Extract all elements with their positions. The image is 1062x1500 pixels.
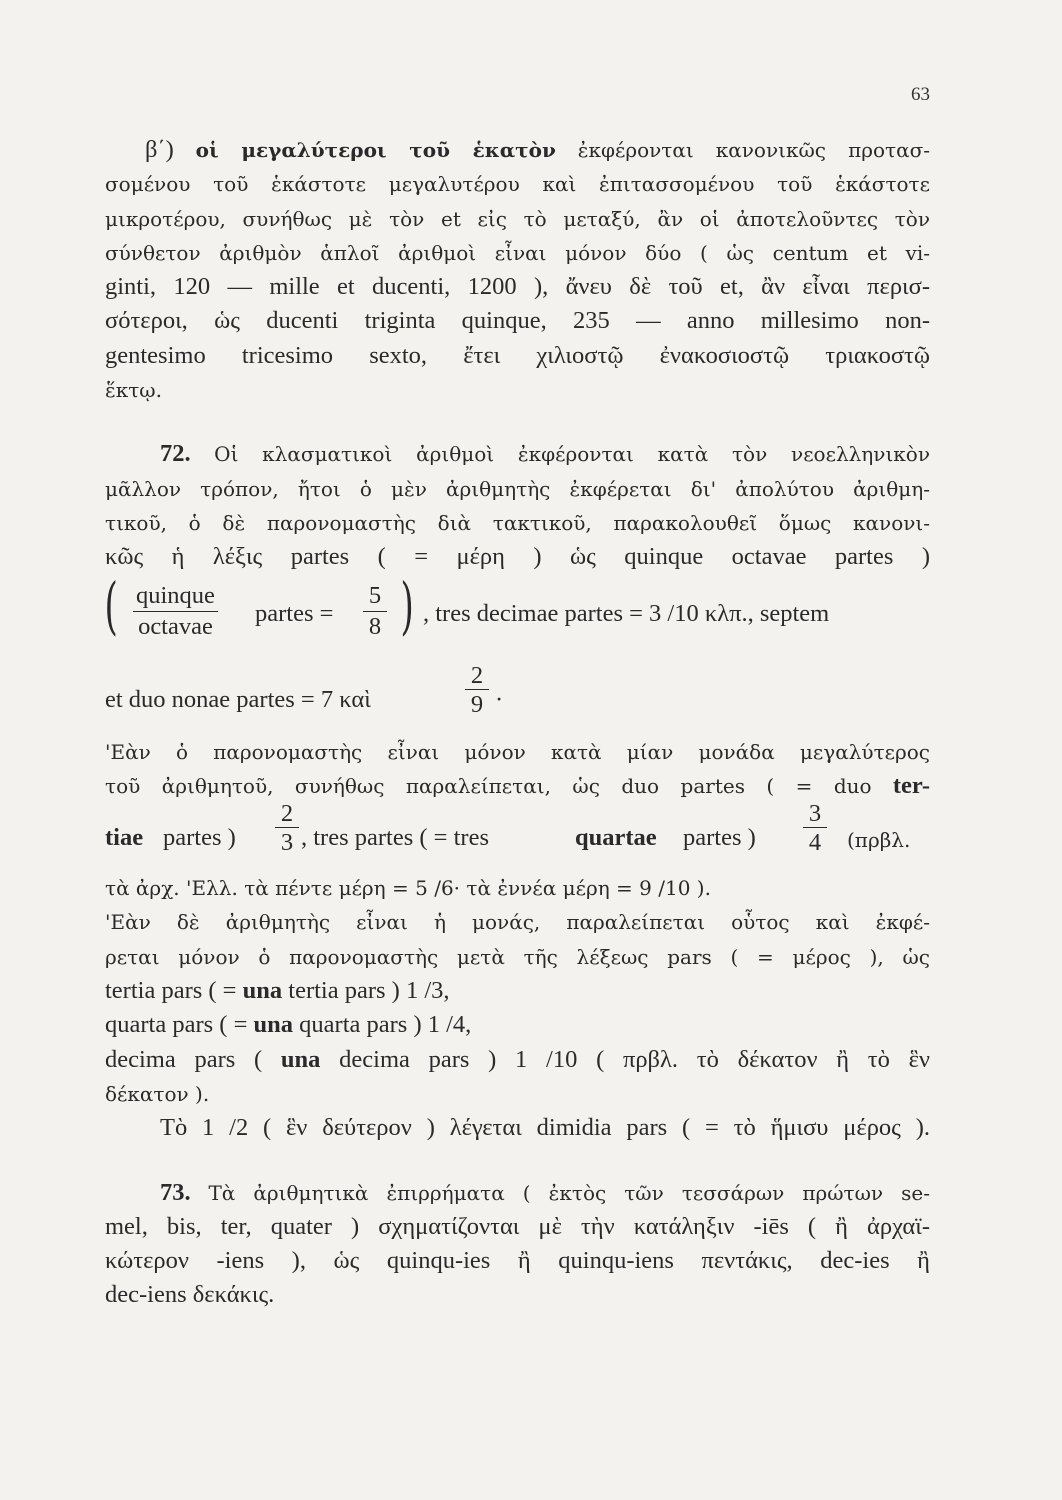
text-line: τὰ ἀρχ. 'Ελλ. τὰ πέντε μέρη = 5 /6· τὰ ἐννέα μέρη = 9 /10 ). xyxy=(105,876,711,901)
formula-quinque-octavae: ( quinque octavae partes = $\frac{5}{8}$ ) , tres decimae partes = 3 /10 κλπ., septem xyxy=(104,568,830,642)
section-label: β΄) xyxy=(145,136,174,163)
text-line: μικροτέρου, συνήθως μὲ τὸν et εἰς τὸ μεταξύ, ἂν οἱ ἀποτελοῦντες τὸν xyxy=(105,206,930,231)
paragraph-72 xyxy=(105,437,930,574)
paragraph-ean-1 xyxy=(105,735,930,804)
section-number: 72. xyxy=(160,440,191,468)
text-line: 73. Τὰ ἀριθμητικὰ ἐπιρρήματα ( ἐκτὸς τῶν τεσσάρων πρώτων se- xyxy=(160,1178,931,1206)
right-paren: ) xyxy=(400,568,414,642)
example-line: tertia pars ( = una tertia pars ) 1 /3, xyxy=(105,977,450,1005)
page-number: 63 xyxy=(911,84,930,105)
fraction-5-8: $\frac{5}{8}$ xyxy=(363,581,387,642)
text-line: ἕκτῳ. xyxy=(105,378,162,403)
text-line: ρεται μόνον ὁ παρονομαστὴς μετὰ τῆς λέξεως pars ( = μέρος ), ὡς xyxy=(105,944,930,969)
fraction-words: quinque octavae xyxy=(133,581,218,642)
left-paren: ( xyxy=(104,568,118,642)
text-line: κώτερον -iens ), ὡς quinqu-ies ἢ quinqu-iens πεντάκις, dec-ies ἢ xyxy=(105,1247,930,1275)
paragraph-ean-1-end xyxy=(105,871,930,905)
text-line: τικοῦ, ὁ δὲ παρονομαστὴς διὰ τακτικοῦ, παρακολουθεῖ ὅμως κανονι- xyxy=(105,510,930,535)
formula-duo-nonae: et duo nonae partes = 7 καὶ $\frac{2}{9}$ · xyxy=(105,661,504,718)
text-line: σομένου τοῦ ἑκάστοτε μεγαλυτέρου καὶ ἐπιτασσομένου τοῦ ἑκάστοτε xyxy=(105,172,930,197)
text-line: σύνθετον ἀριθμὸν ἁπλοῖ ἀριθμοὶ εἶναι μόνον δύο ( ὡς centum et vi- xyxy=(105,240,930,265)
text-line: mel, bis, ter, quater ) σχηματίζονται μὲ τὴν κατάληξιν -iēs ( ἢ ἀρχαϊ- xyxy=(105,1212,930,1240)
text-line: gentesimo tricesimo sexto, ἔτει χιλιοστῷ ἐνακοσιοστῷ τριακοστῷ xyxy=(105,341,930,369)
text-line: τοῦ ἀριθμητοῦ, συνήθως παραλείπεται, ὡς duo partes ( = duo ter- xyxy=(105,771,931,799)
text-line: σότεροι, ὡς ducenti triginta quinque, 235 — anno millesimo non- xyxy=(105,307,930,335)
text-line: δέκατον ). xyxy=(105,1081,210,1106)
formula-tertiae: tiae partes ) $\frac{2}{3}$ , tres partes ( = tres quartae partes ) $\frac{3}{4}$ (πρβλ. xyxy=(105,800,911,857)
bold-heading: οἱ μεγαλύτεροι τοῦ ἑκατὸν xyxy=(195,138,556,162)
text-line: 72. Οἱ κλασματικοὶ ἀριθμοὶ ἐκφέρονται κατὰ τὸν νεοελληνικὸν xyxy=(160,440,930,468)
text-line: β΄) οἱ μεγαλύτεροι τοῦ ἑκατὸν ἐκφέρονται κανονικῶς προτασ- xyxy=(145,136,930,163)
fraction-3-4: $\frac{3}{4}$ xyxy=(803,801,827,858)
text-line: 'Εὰν ὁ παρονομαστὴς εἶναι μόνον κατὰ μίαν μονάδα μεγαλύτερος xyxy=(105,739,930,764)
body-text xyxy=(105,133,930,1313)
text-line: κῶς ἡ λέξις partes ( = μέρη ) ὡς quinque octavae partes ) xyxy=(105,543,930,571)
text-line: ginti, 120 — mille et ducenti, 1200 ), ἄνευ δὲ τοῦ et, ἂν εἶναι περισ- xyxy=(105,273,930,301)
paragraph-73 xyxy=(105,1176,930,1313)
example-line: decima pars ( una decima pars ) 1 /10 ( πρβλ. τὸ δέκατον ἢ τὸ ἓν xyxy=(105,1045,930,1073)
fraction-2-9: $\frac{2}{9}$ xyxy=(465,663,489,720)
section-number: 73. xyxy=(160,1178,191,1206)
fraction-2-3: $\frac{2}{3}$ xyxy=(275,801,299,858)
paragraph-beta xyxy=(105,133,930,407)
example-line: quarta pars ( = una quarta pars ) 1 /4, xyxy=(105,1011,472,1039)
paragraph-dimidia xyxy=(105,1111,930,1145)
text-line: dec-iens δεκάκις. xyxy=(105,1281,275,1309)
text-line: 'Εὰν δὲ ἀριθμητὴς εἶναι ἡ μονάς, παραλείπεται οὗτος καὶ ἐκφέ- xyxy=(105,910,930,935)
text-line: Τὸ 1 /2 ( ἓν δεύτερον ) λέγεται dimidia pars ( = τὸ ἥμισυ μέρος ). xyxy=(160,1114,930,1142)
paragraph-ean-2 xyxy=(105,905,930,1111)
text-line: μᾶλλον τρόπον, ἤτοι ὁ μὲν ἀριθμητὴς ἐκφέρεται δι' ἀπολύτου ἀριθμη- xyxy=(105,476,930,501)
